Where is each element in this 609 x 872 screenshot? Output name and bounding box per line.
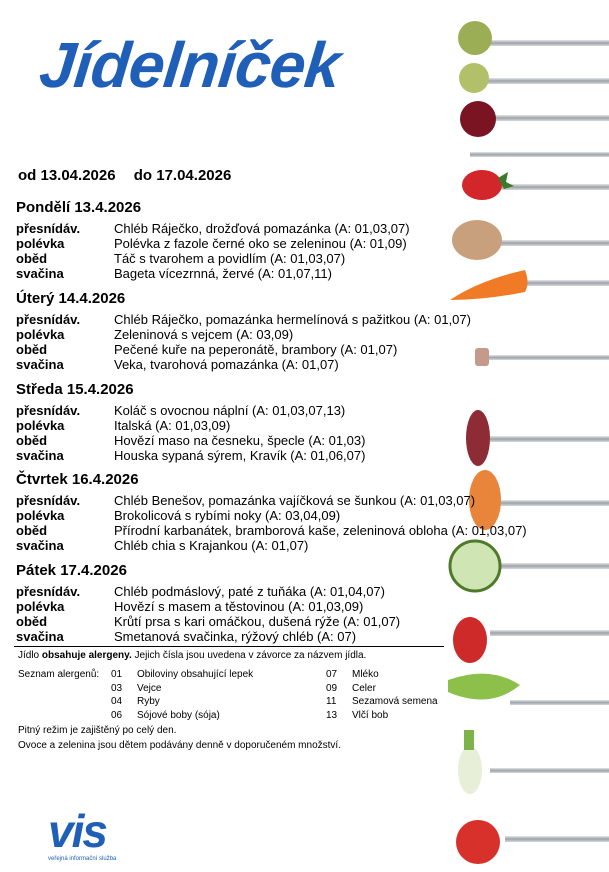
meal-label: přesnídáv.: [16, 221, 81, 236]
meal-label: přesnídáv.: [16, 584, 81, 599]
allergen-note: Jídlo obsahuje alergeny. Jejich čísla jsou uvedena v závorce za názvem jídla.: [18, 650, 367, 661]
day-title: Středa 15.4.2026: [16, 381, 134, 398]
meal-text: Bageta vícezrnná, žervé (A: 01,07,11): [114, 266, 332, 281]
meal-text: Zeleninová s vejcem (A: 03,09): [114, 327, 294, 342]
meal-text: Táč s tvarohem a povidlím (A: 01,03,07): [114, 251, 346, 266]
meal-row: [16, 599, 606, 614]
meal-label: svačina: [16, 538, 64, 553]
meal-row: [16, 493, 606, 508]
day-title: Pátek 17.4.2026: [16, 562, 127, 579]
meal-label: polévka: [16, 418, 65, 433]
meal-row: [16, 403, 606, 418]
day-section: [16, 470, 606, 553]
fork-strawberry: [462, 170, 609, 200]
meal-label: přesnídáv.: [16, 493, 81, 508]
meal-text: Krůtí prsa s kari omáčkou, dušená rýže (A: 01,07): [114, 614, 401, 629]
allergen-item: [111, 682, 253, 696]
meal-label: svačina: [16, 629, 64, 644]
allergen-number: 11: [326, 696, 337, 707]
allergen-name: Vejce: [137, 682, 162, 694]
allergen-item: [326, 695, 438, 709]
meal-label: oběd: [16, 251, 48, 266]
meal-row: [16, 448, 606, 463]
meal-label: oběd: [16, 342, 48, 357]
day-section: [16, 380, 606, 463]
day-title: Pondělí 13.4.2026: [16, 199, 142, 216]
allergen-name: Obiloviny obsahující lepek: [137, 669, 254, 680]
meal-text: Chléb Ráječko, drožďová pomazánka (A: 01,03,07): [114, 221, 410, 236]
date-to: do 17.04.2026: [133, 167, 232, 184]
allergen-column-left: [111, 668, 253, 722]
date-from: od 13.04.2026: [18, 167, 116, 184]
allergen-list-title: Seznam alergenů:: [18, 669, 100, 680]
allergen-column-right: [326, 668, 438, 722]
meal-row: [16, 433, 606, 448]
meal-row: [16, 614, 606, 629]
meal-text: Chléb chia s Krajankou (A: 01,07): [114, 538, 309, 553]
meal-row: [16, 236, 606, 251]
meal-row: [16, 251, 606, 266]
meal-label: svačina: [16, 357, 64, 372]
allergen-number: 03: [111, 682, 123, 694]
day-section: [16, 561, 606, 644]
allergen-number: 07: [326, 669, 338, 680]
allergen-number: 04: [111, 696, 123, 707]
meal-text: Hovězí s masem a těstovinou (A: 01,03,09): [114, 599, 364, 614]
meal-text: Přírodní karbanátek, bramborová kaše, zeleninová obloha (A: 01,03,07): [114, 523, 527, 538]
vis-logo-text: vis: [48, 805, 106, 857]
meal-text: Brokolicová s rybími noky (A: 03,04,09): [114, 508, 341, 523]
meal-text: Veka, tvarohová pomazánka (A: 01,07): [114, 357, 339, 372]
allergen-name: Ryby: [137, 696, 160, 707]
allergen-name: Celer: [352, 682, 376, 694]
day-title: Čtvrtek 16.4.2026: [16, 471, 139, 488]
meal-text: Chléb Ráječko, pomazánka hermelínová s pažitkou (A: 01,07): [114, 312, 471, 327]
divider: [14, 646, 444, 647]
meal-label: svačina: [16, 448, 64, 463]
day-title: Úterý 14.4.2026: [16, 290, 126, 307]
meal-label: polévka: [16, 327, 65, 342]
meal-text: Polévka z fazole černé oko se zeleninou (A: 01,09): [114, 236, 407, 251]
meal-text: Smetanová svačinka, rýžový chléb (A: 07): [114, 629, 357, 644]
meal-text: Pečené kuře na peperonátě, brambory (A: 01,07): [114, 342, 398, 357]
additional-notes: [18, 723, 341, 753]
date-range: [18, 167, 245, 184]
allergen-item: [326, 668, 438, 682]
allergen-item: [111, 695, 253, 709]
meal-label: přesnídáv.: [16, 403, 81, 418]
meal-text: Houska sypaná sýrem, Kravík (A: 01,06,07): [114, 448, 366, 463]
fork-tomato: [456, 820, 609, 864]
allergen-number: 09: [326, 682, 338, 694]
meal-row: [16, 629, 606, 644]
meal-row: [16, 584, 606, 599]
meal-row: [16, 327, 606, 342]
meal-label: polévka: [16, 599, 65, 614]
fork-spring-onion: [458, 730, 609, 794]
meal-text: Hovězí maso na česneku, špecle (A: 01,03): [114, 433, 366, 448]
meal-row: [16, 538, 606, 553]
meal-text: Chléb Benešov, pomazánka vajíčková se šunkou (A: 01,03,07): [114, 493, 476, 508]
day-section: [16, 289, 606, 372]
meal-label: oběd: [16, 614, 48, 629]
fruit-note: Ovoce a zelenina jsou dětem podávány denně v doporučeném množství.: [18, 740, 341, 751]
meal-label: oběd: [16, 433, 48, 448]
meal-row: [16, 523, 606, 538]
meal-label: oběd: [16, 523, 48, 538]
meal-text: Koláč s ovocnou náplní (A: 01,03,07,13): [114, 403, 346, 418]
allergen-number: 13: [326, 709, 338, 721]
fork-brussels-sprout-1: [458, 21, 609, 55]
fork-brussels-sprout-2: [459, 63, 609, 93]
meal-text: Chléb podmáslový, paté z tuňáka (A: 01,04,07): [114, 584, 385, 599]
allergen-name: Vlčí bob: [352, 709, 389, 721]
allergen-name: Sójové boby (sója): [137, 709, 220, 721]
meal-row: [16, 508, 606, 523]
allergen-item: [326, 709, 438, 723]
drink-note: Pitný režim je zajištěný po celý den.: [18, 725, 177, 736]
day-section: [16, 198, 606, 281]
allergen-item: [326, 682, 438, 696]
meal-row: [16, 221, 606, 236]
fork-pea-pod: [448, 674, 609, 705]
fork-plain-1: [470, 152, 609, 157]
meal-row: [16, 312, 606, 327]
allergen-item: [111, 709, 253, 723]
allergen-name: Mléko: [352, 669, 379, 680]
meal-row: [16, 357, 606, 372]
meal-label: polévka: [16, 236, 65, 251]
vis-logo: [48, 805, 148, 868]
allergen-number: 01: [111, 669, 123, 680]
meal-text: Italská (A: 01,03,09): [114, 418, 231, 433]
meal-row: [16, 342, 606, 357]
allergen-number: 06: [111, 709, 123, 721]
meal-label: polévka: [16, 508, 65, 523]
allergen-name: Sezamová semena: [352, 696, 438, 707]
meal-label: přesnídáv.: [16, 312, 81, 327]
fork-cherry: [460, 101, 609, 137]
allergen-item: [111, 668, 253, 682]
meal-row: [16, 418, 606, 433]
meal-row: [16, 266, 606, 281]
vis-logo-subtitle: veřejná informační služba: [48, 856, 117, 862]
jidelnicek-logo: Jídelníček: [36, 29, 344, 101]
meal-label: svačina: [16, 266, 64, 281]
